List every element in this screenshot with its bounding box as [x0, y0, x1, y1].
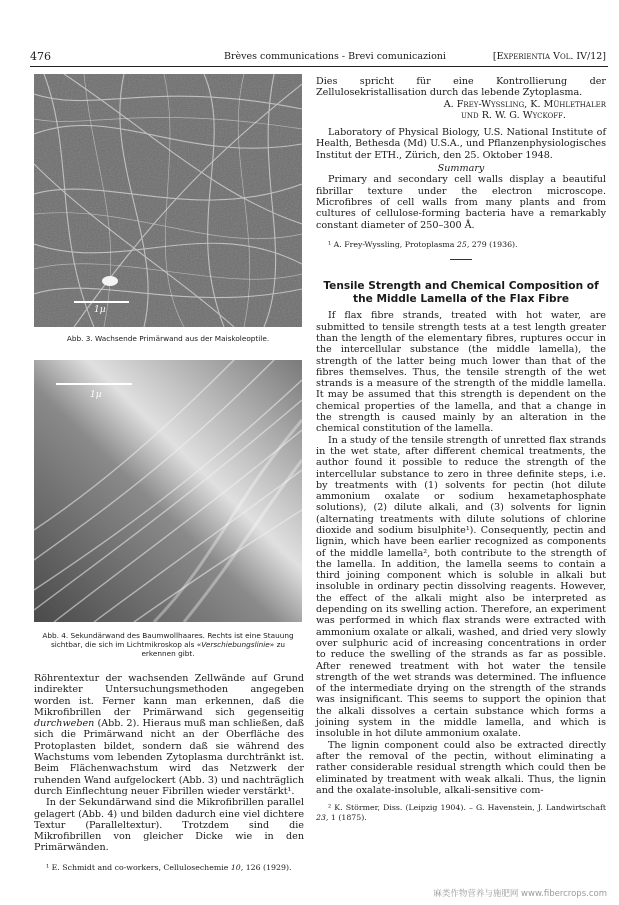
authors-line-2: und R. W. G. Wyckoff. — [461, 109, 566, 121]
figure-4-image — [34, 360, 302, 622]
article-paragraph-2: In a study of the tensile strength of unretted flax strands in the wet state, after different chemical treatments, the author found it possible to reduce the strength of the intercellular substance to zero in three definite steps, i.e. by treatments with (1) solvents for pectin (hot dilute ammonium oxalate or sodium hexametaphosphate solutions), (2) dilute alkali, and (3) solvents for lignin (alternating treatments with dilute solutions of chlorine dioxide and sodium bisulphite¹). Consequently, pectin and lignin, which have been earlier recognized as components of the middle lamella², both contribute to the strength of the lamella. In addition, the lamella seems to contain a third joining component which is soluble in alkali but insoluble in ordinary pectin dissolving reagents. However, the effect of the alkali might also be interpreted as depending on its swelling action. Therefore, an experiment was performed in which flax strands were extracted with ammonium oxalate or alkali, washed, and dried very slowly over sulphuric acid of increasing concentrations in order to reduce the swelling of the strands as far as possible. After renewed treatment with hot water the tensile strength of the wet strands was determined. The influence of the intermediate drying on the strength of the strands was insignificant. This seems to support the opinion that the alkali dissolves a certain substance which forms a joining system in the middle lamella, and which is insoluble in hot dilute ammonium oxalate. — [316, 434, 606, 740]
article-paragraph-1: If flax fibre strands, treated with hot water, are submitted to tensile strength tests at a test length greater than the length of the elementary fibres, ruptures occur in the intercellular substance (the middle lamella), the strength of the latter being much lower than that of the fibres themselves. Thus, the tensile strength of the wet strands is a measure of the strength of the middle lamella. It may be assumed that this strength is dependent on the chemical properties of the lamella, and that a change in the strength is caused mainly by an alteration in the chemical constitution of the lamella. — [316, 310, 606, 435]
intro-paragraph: Dies spricht für eine Kontrollierung der Zellulosekristallisation durch das lebende Zytoplasma. — [316, 76, 606, 99]
article-title: Tensile Strength and Chemical Composition of the Middle Lamella of the Flax Fibre — [323, 280, 599, 306]
page-number: 476 — [30, 50, 51, 63]
figure-3-caption: Abb. 3. Wachsende Primärwand aus der Maiskoleoptile. — [66, 334, 270, 343]
journal-reference: [Experientia Vol. IV/12] — [492, 51, 606, 62]
running-title: Brèves communications - Brevi comunicazioni — [224, 51, 446, 62]
section-divider — [450, 259, 472, 260]
left-paragraph-1: Röhrentextur der wachsenden Zellwände auf Grund indirekter Untersuchungsmethoden angegeben worden ist. Ferner kann man erkennen, daß die Mikrofibrillen der Primärwand sich gegenseitig durchweben (Abb. 2). Hieraus muß man schließen, daß sich die Primärwand nicht an der Oberfläche des Protoplasten bildet, sondern daß sie während des Wachstums vom lebenden Zytoplasma durchtränkt ist. Beim Flächenwachstum wird das Netzwerk der ruhenden Wand aufgelockert (Abb. 3) und nachträglich durch Einflechtung neuer Fibrillen wieder verstärkt¹. — [34, 673, 304, 797]
summary-text: Primary and secondary cell walls display a beautiful fibrillar texture under the electron microscope. Microfibres of cell walls from many plants and from cultures of cellulose-forming bacteria have a remarkably constant diameter of 250–300 Å. — [316, 174, 606, 231]
right-footnote-2: ² K. Störmer, Diss. (Leipzig 1904). – G. Havenstein, J. Landwirtschaft 23, 1 (1875). — [316, 803, 606, 822]
right-column-text — [316, 76, 606, 822]
authors-line-1: A. Frey-Wyssling, K. Mühlethaler — [443, 98, 606, 110]
figure-3-micrograph — [34, 74, 302, 327]
figure-4-caption: Abb. 4. Sekundärwand des Baumwollhaares. Rechts ist eine Stauung sichtbar, die sich im Lichtmikroskop als «Verschiebungslinie» zu erkennen gibt. — [42, 631, 294, 658]
figure-3-image — [34, 74, 302, 327]
left-column-text — [34, 673, 304, 872]
article-paragraph-3: The lignin component could also be extracted directly after the removal of the pectin, without eliminating a rather considerable residual strength which could then be eliminated by treatment with weak alkali. Thus, the lignin and the oxalate-insoluble, alkali-sensitive com- — [316, 739, 606, 796]
figure-4-scale-label: 1µ — [90, 390, 102, 400]
left-paragraph-2: In der Sekundärwand sind die Mikrofibrillen parallel gelagert (Abb. 4) und bilden dadurch eine viel dichtere Textur (Paralleltextur). Trotzdem sind die Mikrofibrillen von gleicher Dicke wie in den Primärwänden. — [34, 797, 304, 854]
header-rule — [30, 66, 608, 67]
figure-3-scale-label: 1µ — [94, 305, 106, 315]
figure-4-micrograph — [34, 360, 302, 622]
running-header — [30, 50, 606, 64]
watermark: 麻类作物营养与施肥网 www.fibercrops.com — [433, 889, 607, 899]
summary-heading: Summary — [437, 163, 485, 175]
right-footnote-1: ¹ A. Frey-Wyssling, Protoplasma 25, 279 (1936). — [328, 239, 518, 249]
affiliation: Laboratory of Physical Biology, U.S. National Institute of Health, Bethesda (Md) U.S.A., und Pflanzenphysiologisches Institut der ETH., Zürich, den 25. Oktober 1948. — [316, 127, 606, 161]
left-footnote-1: ¹ E. Schmidt and co-workers, Cellulosechemie 10, 126 (1929). — [46, 862, 292, 872]
